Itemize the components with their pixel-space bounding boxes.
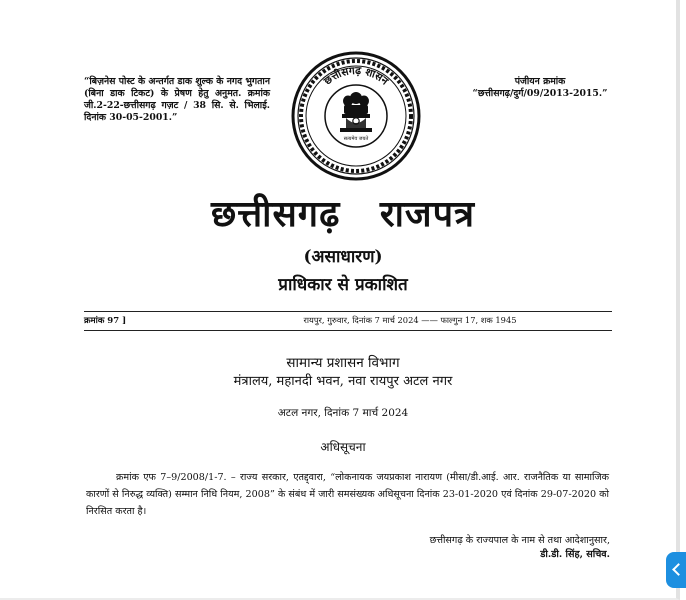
lion-capital-icon bbox=[340, 92, 372, 132]
notification-body: क्रमांक एफ 7–9/2008/1-7. – राज्य सरकार, एतद्द्वारा, “लोकनायक जयप्रकाश नारायण (मीसा/डी.आई. आर. राजनैतिक या सामाजिक कारणों से निरुद्ध व्यक्ति) सम्मान निधि नियम, 2008” के संबंध में जारी समसंख्यक अधिसूचना दिनांक 23-01-2020 एवं दिनांक 29-07-2020 को निरसित करता है। bbox=[86, 472, 609, 517]
department-name: सामान्य प्रशासन विभाग bbox=[286, 355, 400, 371]
gazette-title: छत्तीसगढ़ राजपत्र bbox=[211, 193, 475, 235]
chevron-right-icon bbox=[672, 563, 685, 576]
issue-rule-bottom bbox=[84, 330, 612, 331]
side-scroll-button[interactable] bbox=[666, 552, 686, 588]
notification-heading: अधिसूचना bbox=[320, 440, 366, 454]
registration-label: पंजीयन क्रमांक bbox=[514, 76, 566, 87]
postal-permit-note: “बिज़नेस पोस्ट के अन्तर्गत डाक शुल्क के नगद भुगतान (बिना डाक टिकट) के प्रेषण हेतु अनुमत. क्रमांक जी.2-22-छत्तीसगढ़ गज़ट / 38 सि. से. भिलाई. दिनांक 30-05-2001.” bbox=[84, 76, 270, 123]
seal-inscription: छत्तीसगढ़ शासन bbox=[321, 64, 391, 88]
registration-number: “छत्तीसगढ़/दुर्ग/09/2013-2015.” bbox=[472, 88, 608, 99]
issue-rule-top bbox=[84, 311, 612, 312]
signatory: डी.डी. सिंह, सचिव. bbox=[540, 549, 610, 560]
published-by-authority: प्राधिकार से प्रकाशित bbox=[278, 275, 408, 295]
issue-number: क्रमांक 97 ] bbox=[84, 316, 127, 326]
registration-block bbox=[455, 76, 625, 100]
department-address: मंत्रालय, महानदी भवन, नवा रायपुर अटल नगर bbox=[233, 374, 453, 389]
issue-date-line: रायपुर, गुरुवार, दिनांक 7 मार्च 2024 —— फाल्गुन 17, शक 1945 bbox=[303, 315, 517, 325]
notification-date: अटल नगर, दिनांक 7 मार्च 2024 bbox=[277, 407, 409, 419]
state-seal-emblem bbox=[290, 50, 422, 182]
by-order-line: छत्तीसगढ़ के राज्यपाल के नाम से तथा आदेशानुसार, bbox=[429, 535, 610, 546]
seal-motto: सत्यमेव जयते bbox=[343, 136, 369, 142]
gazette-subtitle: (असाधारण) bbox=[303, 247, 383, 267]
